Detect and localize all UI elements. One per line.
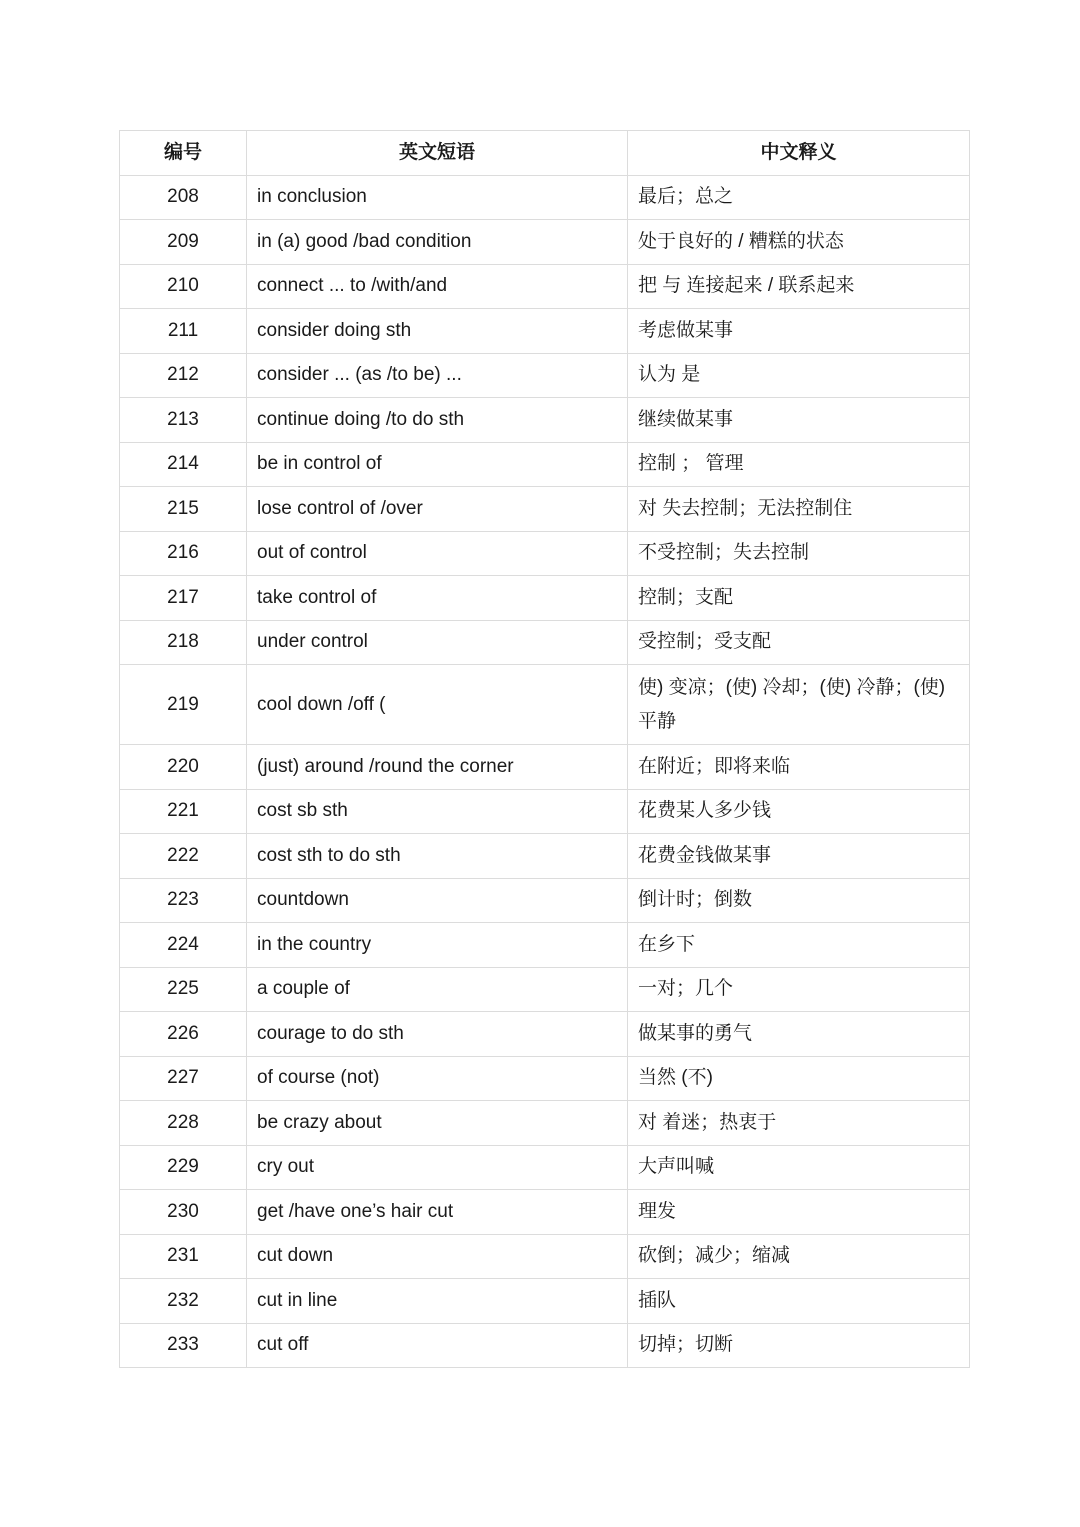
table-row: [120, 620, 970, 665]
table-row: [120, 487, 970, 532]
english-phrase: in (a) good /bad condition: [247, 220, 628, 265]
chinese-meaning: 当然 (不): [628, 1056, 970, 1101]
row-number: 228: [120, 1101, 247, 1146]
row-number: 225: [120, 967, 247, 1012]
english-phrase: be crazy about: [247, 1101, 628, 1146]
chinese-meaning: 花费金钱做某事: [628, 834, 970, 879]
row-number: 215: [120, 487, 247, 532]
table-row: [120, 442, 970, 487]
english-phrase: take control of: [247, 576, 628, 621]
english-phrase: connect ... to /with/and: [247, 264, 628, 309]
table-row: [120, 264, 970, 309]
table-row: [120, 665, 970, 745]
chinese-meaning: 把 与 连接起来 / 联系起来: [628, 264, 970, 309]
table-row: [120, 220, 970, 265]
table-row: [120, 309, 970, 354]
chinese-meaning: 插队: [628, 1279, 970, 1324]
row-number: 229: [120, 1145, 247, 1190]
chinese-meaning: 在附近；即将来临: [628, 745, 970, 790]
chinese-meaning: 切掉；切断: [628, 1323, 970, 1368]
row-number: 232: [120, 1279, 247, 1324]
table-row: [120, 1012, 970, 1057]
chinese-meaning: 不受控制；失去控制: [628, 531, 970, 576]
english-phrase: cry out: [247, 1145, 628, 1190]
table-row: [120, 531, 970, 576]
table-row: [120, 1101, 970, 1146]
row-number: 208: [120, 175, 247, 220]
chinese-meaning: 砍倒；减少；缩减: [628, 1234, 970, 1279]
english-phrase: continue doing /to do sth: [247, 398, 628, 443]
row-number: 223: [120, 878, 247, 923]
table-header: [120, 131, 970, 176]
english-phrase: get /have one’s hair cut: [247, 1190, 628, 1235]
chinese-meaning: 受控制；受支配: [628, 620, 970, 665]
row-number: 221: [120, 789, 247, 834]
english-phrase: a couple of: [247, 967, 628, 1012]
row-number: 224: [120, 923, 247, 968]
chinese-meaning: 对 着迷；热衷于: [628, 1101, 970, 1146]
table-row: [120, 1145, 970, 1190]
chinese-meaning: 在乡下: [628, 923, 970, 968]
english-phrase: in conclusion: [247, 175, 628, 220]
english-phrase: cool down /off (: [247, 665, 628, 745]
english-phrase: lose control of /over: [247, 487, 628, 532]
english-phrase: out of control: [247, 531, 628, 576]
table-row: [120, 834, 970, 879]
english-phrase: cost sb sth: [247, 789, 628, 834]
table-row: [120, 967, 970, 1012]
row-number: 218: [120, 620, 247, 665]
english-phrase: of course (not): [247, 1056, 628, 1101]
table-row: [120, 1056, 970, 1101]
table-row: [120, 576, 970, 621]
chinese-meaning: 做某事的勇气: [628, 1012, 970, 1057]
table-row: [120, 353, 970, 398]
header-row: [120, 131, 970, 176]
row-number: 230: [120, 1190, 247, 1235]
header-english-phrase: 英文短语: [247, 131, 628, 176]
english-phrase: under control: [247, 620, 628, 665]
table-row: [120, 1279, 970, 1324]
row-number: 209: [120, 220, 247, 265]
row-number: 211: [120, 309, 247, 354]
english-phrase: consider ... (as /to be) ...: [247, 353, 628, 398]
row-number: 212: [120, 353, 247, 398]
row-number: 227: [120, 1056, 247, 1101]
english-phrase: cost sth to do sth: [247, 834, 628, 879]
row-number: 210: [120, 264, 247, 309]
chinese-meaning: 继续做某事: [628, 398, 970, 443]
row-number: 214: [120, 442, 247, 487]
table-row: [120, 1234, 970, 1279]
row-number: 217: [120, 576, 247, 621]
english-phrase: cut down: [247, 1234, 628, 1279]
english-phrase: consider doing sth: [247, 309, 628, 354]
chinese-meaning: 使) 变凉；(使) 冷却；(使) 冷静；(使) 平静: [628, 665, 970, 745]
vocabulary-table: [119, 130, 970, 1368]
table-body: [120, 175, 970, 1368]
chinese-meaning: 考虑做某事: [628, 309, 970, 354]
table-row: [120, 789, 970, 834]
chinese-meaning: 认为 是: [628, 353, 970, 398]
chinese-meaning: 控制；支配: [628, 576, 970, 621]
table-row: [120, 398, 970, 443]
table-row: [120, 878, 970, 923]
english-phrase: in the country: [247, 923, 628, 968]
table-row: [120, 1190, 970, 1235]
english-phrase: cut in line: [247, 1279, 628, 1324]
chinese-meaning: 对 失去控制；无法控制住: [628, 487, 970, 532]
english-phrase: be in control of: [247, 442, 628, 487]
row-number: 213: [120, 398, 247, 443]
row-number: 220: [120, 745, 247, 790]
row-number: 222: [120, 834, 247, 879]
chinese-meaning: 控制 ； 管理: [628, 442, 970, 487]
english-phrase: cut off: [247, 1323, 628, 1368]
chinese-meaning: 大声叫喊: [628, 1145, 970, 1190]
chinese-meaning: 倒计时；倒数: [628, 878, 970, 923]
chinese-meaning: 理发: [628, 1190, 970, 1235]
chinese-meaning: 一对；几个: [628, 967, 970, 1012]
row-number: 219: [120, 665, 247, 745]
row-number: 226: [120, 1012, 247, 1057]
chinese-meaning: 处于良好的 / 糟糕的状态: [628, 220, 970, 265]
header-number: 编号: [120, 131, 247, 176]
row-number: 231: [120, 1234, 247, 1279]
table-row: [120, 1323, 970, 1368]
chinese-meaning: 最后；总之: [628, 175, 970, 220]
table-row: [120, 175, 970, 220]
header-chinese-meaning: 中文释义: [628, 131, 970, 176]
table-row: [120, 923, 970, 968]
english-phrase: countdown: [247, 878, 628, 923]
english-phrase: courage to do sth: [247, 1012, 628, 1057]
row-number: 216: [120, 531, 247, 576]
row-number: 233: [120, 1323, 247, 1368]
english-phrase: (just) around /round the corner: [247, 745, 628, 790]
table-row: [120, 745, 970, 790]
chinese-meaning: 花费某人多少钱: [628, 789, 970, 834]
